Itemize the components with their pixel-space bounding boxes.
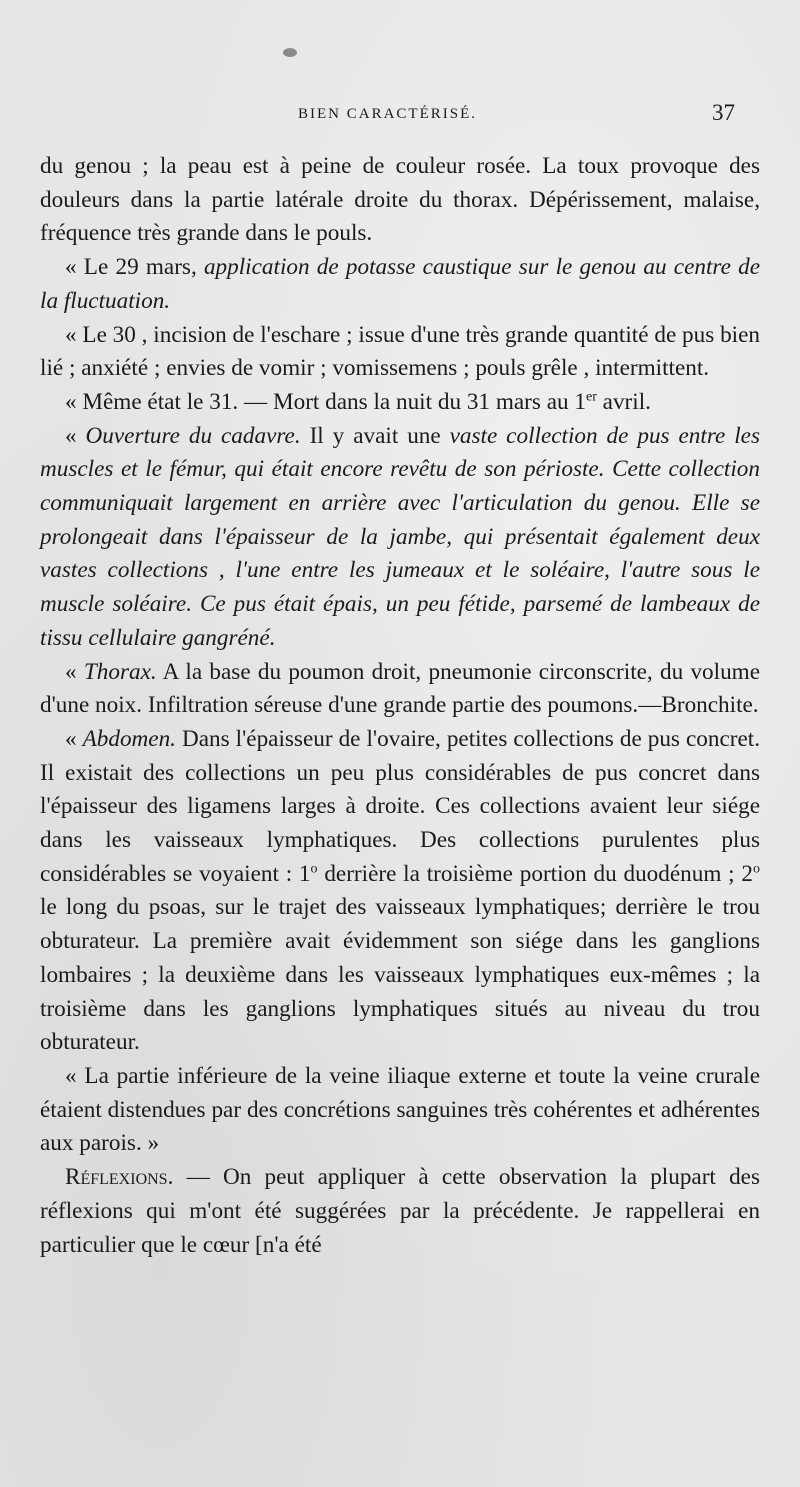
paragraph	[40, 319, 760, 386]
paragraph	[40, 251, 760, 318]
small-caps-heading: Réflexions.	[65, 1164, 174, 1191]
text-span: « La partie inférieure de la veine iliaque externe et toute la veine crurale étaient distendues par des concrétions sanguines très cohérentes et adhérentes aux parois. »	[40, 1062, 760, 1157]
superscript: o	[310, 861, 318, 877]
superscript: er	[585, 389, 597, 405]
text-span: A la base du poumon droit, pneumonie circonscrite, du volume d'une noix. Infiltration séreuse d'une grande partie des poumons.—Bronchite.	[40, 658, 761, 719]
text-span: « Même état le 31. — Mort dans la nuit du 31 mars au 1	[65, 388, 586, 415]
paragraph	[40, 386, 760, 420]
ink-smudge	[283, 48, 297, 57]
page-number: 37	[712, 100, 735, 125]
italic-span: vaste collection de pus entre les muscles et le fémur, qui était encore revêtu de son périoste. Cette collection communiquait largement en arrière avec l'articulation du genou. Elle se prolongeait dans l'épaisseur de la jambe, qui présentait également deux vastes collections , l'une entre les jumeaux et le soléaire, l'autre sous le muscle soléaire. Ce pus était épais, un peu fétide, parsemé de lambeaux de tissu cellulaire gangréné.	[40, 422, 760, 651]
paragraph	[40, 420, 760, 656]
running-title: BIEN CARACTÉRISÉ.	[297, 106, 477, 122]
text-span: «	[65, 725, 83, 752]
paragraph	[40, 723, 760, 1060]
text-span: Il y avait une	[300, 422, 450, 449]
paragraph	[40, 1161, 760, 1262]
text-span: — On peut appliquer à cette observation la plupart des réflexions qui m'ont été suggérées par la précédente. Je rappellerai en particulier que le cœur [n'a été	[40, 1164, 760, 1258]
text-span: derrière la troisième portion du duodénum ; 2	[317, 860, 753, 887]
text-span: avril.	[596, 388, 651, 415]
italic-span: Abdomen.	[82, 725, 176, 752]
text-span: « Le 29 mars,	[65, 254, 204, 281]
paragraph	[40, 1060, 760, 1161]
italic-span: application de potasse caustique sur le genou au centre de la fluctuation.	[40, 254, 760, 314]
text-span: Dans l'épaisseur de l'ovaire, petites collections de pus concret. Il existait des collections un peu plus considérables de pus concret dans l'épaisseur des ligamens larges à droite. Ces collections avaient leur siége dans les vaisseaux lymphatiques. Des collections purulentes plus considérables se voyaient : 1	[40, 725, 760, 887]
paragraph	[40, 656, 760, 723]
italic-span: Ouverture du cadavre.	[85, 422, 301, 449]
text-span: « Le 30 , incision de l'eschare ; issue d'une très grande quantité de pus bien lié ; anxiété ; envies de vomir ; vomissemens ; pouls grêle , intermittent.	[40, 321, 760, 382]
text-span: «	[65, 658, 84, 685]
text-span: «	[65, 422, 86, 449]
text-span: du genou ; la peau est à peine de couleur rosée. La toux provoque des douleurs dans la partie latérale droite du thorax. Dépérissement, malaise, fréquence très grande dans le pouls.	[40, 153, 760, 247]
text-span: le long du psoas, sur le trajet des vaisseaux lymphatiques; derrière le trou obturateur. La première avait évidemment son siége dans les ganglions lombaires ; la deuxième dans les vaisseaux lymphatiques eux-mêmes ; la troisième dans les ganglions lymphatiques situés au niveau du trou obturateur.	[40, 894, 760, 1056]
italic-span: Thorax.	[83, 658, 157, 685]
page-header	[40, 100, 735, 132]
paragraph	[40, 150, 760, 251]
superscript: o	[753, 861, 760, 877]
body-text	[40, 150, 760, 1262]
